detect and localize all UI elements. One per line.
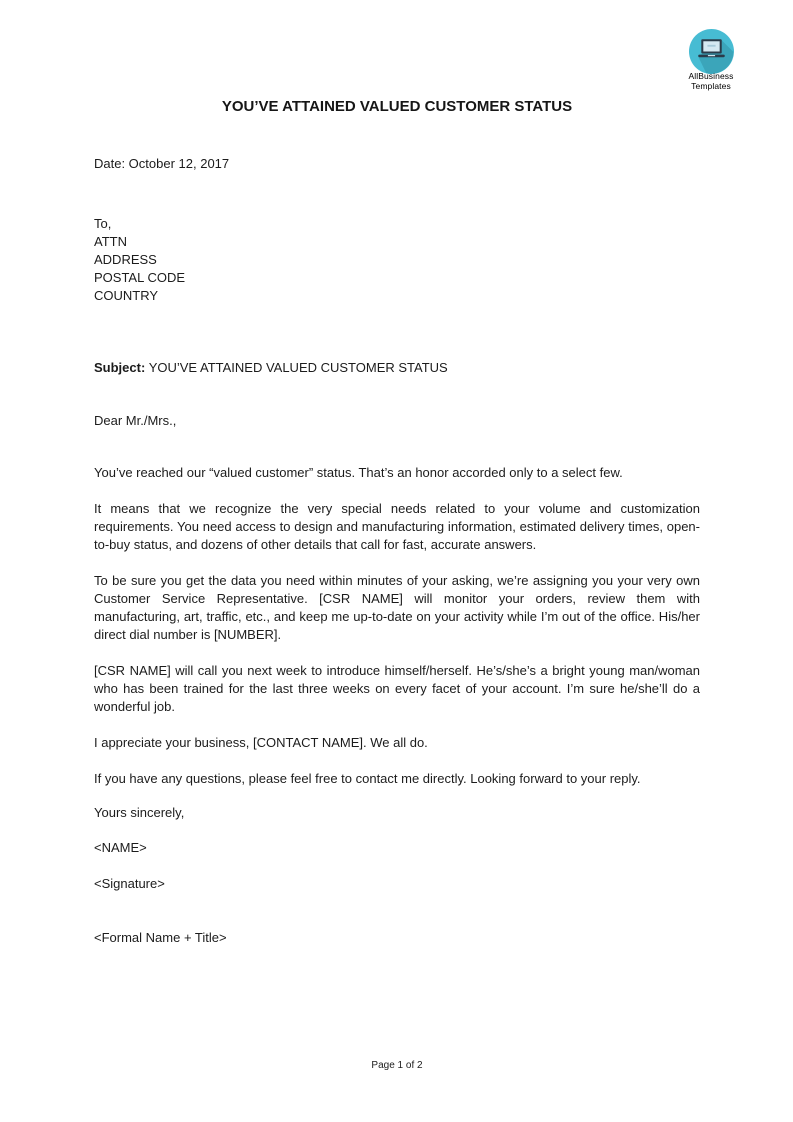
name-placeholder: <NAME> [94,840,147,855]
subject-label: Subject: [94,360,146,375]
signature-placeholder: <Signature> [94,876,165,891]
paragraph-intro: You’ve reached our “valued customer” status. That’s an honor accorded only to a select few. [94,465,623,480]
laptop-icon [689,29,734,74]
signoff: Yours sincerely, [94,805,185,820]
letter-title: YOU’VE ATTAINED VALUED CUSTOMER STATUS [221,98,573,115]
letter-body [94,98,700,947]
recipient-address: ADDRESS [94,252,157,267]
brand-name [673,71,749,91]
recipient-to: To, [94,216,112,231]
brand-name-line1: AllBusiness [688,71,734,81]
brand-name-line2: Templates [691,81,731,91]
recipient-attn: ATTN [94,234,127,249]
recipient-country: COUNTRY [94,288,159,303]
recipient-block [94,215,700,305]
formal-name-placeholder: <Formal Name + Title> [94,930,227,945]
paragraph-meaning: It means that we recognize the very special needs related to your volume and customization requirements. You need access to design and manufacturing information, estimated delivery times, open-to-buy status, and dozens of other details that call for fast, accurate answers. [94,501,700,552]
date-line: Date: October 12, 2017 [94,156,230,171]
subject-text: YOU’VE ATTAINED VALUED CUSTOMER STATUS [148,360,448,375]
page-number: Page 1 of 2 [371,1060,423,1071]
paragraph-questions: If you have any questions, please feel free to contact me directly. Looking forward to your reply. [94,771,641,786]
salutation: Dear Mr./Mrs., [94,413,177,428]
paragraph-csr-assignment: To be sure you get the data you need within minutes of your asking, we’re assigning you your very own Customer Service Representative. [CSR NAME] will monitor your orders, review them with manufacturing, art, traffic, etc., and keep me up-to-date on your activity while I’m out of the office. His/her direct dial number is [NUMBER]. [94,573,700,642]
recipient-postal-code: POSTAL CODE [94,270,186,285]
subject-line [94,359,700,377]
paragraph-appreciation: I appreciate your business, [CONTACT NAME]. We all do. [94,735,428,750]
paragraph-csr-call: [CSR NAME] will call you next week to introduce himself/herself. He’s/she’s a bright young man/woman who has been trained for the last three weeks on every facet of your account. I’m sure he/she’ll do a wonderful job. [94,663,700,714]
brand-logo [673,29,749,91]
